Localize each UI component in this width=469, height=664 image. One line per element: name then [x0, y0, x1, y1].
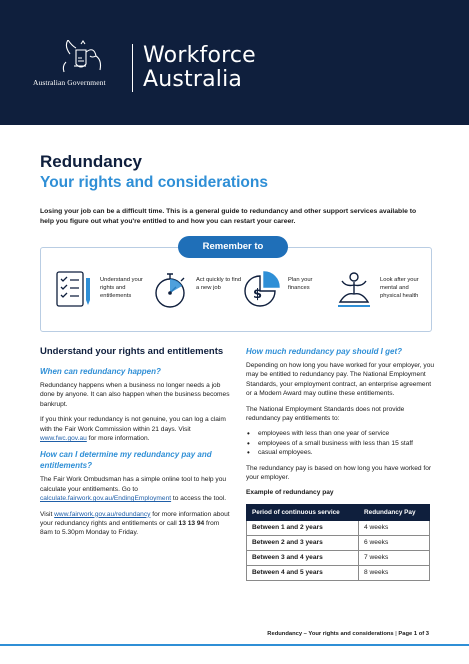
- table-row: [247, 550, 430, 565]
- table-caption: Example of redundancy pay: [246, 489, 334, 497]
- brand-line-1: Workforce: [143, 43, 256, 68]
- column-header-pay: Redundancy Pay: [359, 504, 430, 520]
- paragraph-fwc-claim: [40, 415, 230, 443]
- remember-text-job: Act quickly to find a new job: [196, 277, 242, 291]
- table-cell-period: Between 4 and 5 years: [247, 565, 359, 580]
- remember-item-finances: [240, 268, 334, 312]
- remember-text-finances: Plan your finances: [288, 277, 313, 291]
- table-cell-period: Between 3 and 4 years: [247, 550, 359, 565]
- footer-doc-title: Redundancy – Your rights and considerations: [267, 631, 394, 637]
- checklist-icon: [52, 268, 96, 312]
- paragraph-pay-basis: The redundancy pay is based on how long you have worked for your employer.: [246, 464, 432, 482]
- header-banner: [0, 0, 469, 125]
- exclusions-list: [246, 429, 436, 457]
- text-contact-mid: for more information about your redundancy rights and entitlements or call: [40, 510, 230, 528]
- table-cell-pay: 6 weeks: [359, 535, 430, 550]
- table-cell-period: Between 1 and 2 years: [247, 520, 359, 535]
- pie-chart-dollar-icon: [240, 268, 284, 312]
- fwc-link[interactable]: www.fwc.gov.au: [40, 435, 87, 443]
- remember-item-health: [332, 268, 426, 312]
- table-cell-pay: 4 weeks: [359, 520, 430, 535]
- paragraph-fairwork-contact: [40, 510, 230, 538]
- table-cell-pay: 7 weeks: [359, 550, 430, 565]
- text-fwc-pre: If you think your redundancy is not genuine, you can log a claim with the Fair Work Commission within 21 days. Visit: [40, 416, 226, 433]
- page-footer: Redundancy – Your rights and considerations | Page 1 of 3: [267, 631, 429, 637]
- header-divider: [132, 44, 133, 92]
- stopwatch-icon: [148, 268, 192, 312]
- question-determine-pay: How can I determine my redundancy pay and entitlements?: [40, 450, 212, 471]
- intro-paragraph: Losing your job can be a difficult time. This is a general guide to redundancy and other support services available to help you figure out what you're entitled to and how you can restart your career.: [40, 208, 417, 225]
- remember-heading: Remember to: [178, 236, 288, 258]
- government-name: Australian Government: [33, 78, 106, 87]
- fairwork-redundancy-link[interactable]: www.fairwork.gov.au/redundancy: [54, 510, 151, 518]
- calculator-link[interactable]: calculate.fairwork.gov.au/EndingEmployment: [40, 495, 172, 503]
- paragraph-nes-exclusions: The National Employment Standards does not provide redundancy pay entitlements to:: [246, 405, 405, 423]
- phone-number: 13 13 94: [178, 520, 205, 528]
- meditation-icon: [332, 268, 376, 312]
- right-column: [246, 346, 436, 581]
- paragraph-entitlements: Depending on how long you have worked for your employer, you may be entitled to redundancy pay. The National Employment Standards, your employment contract, an enterprise agreement or a Modern Award may outline these entitlements.: [246, 362, 435, 398]
- page-title: Redundancy: [40, 152, 143, 171]
- text-fwc-post: for more information.: [86, 435, 150, 443]
- question-when-redundancy: When can redundancy happen?: [40, 367, 161, 376]
- brand-logo: [143, 44, 256, 92]
- text-calc-post: to access the tool.: [171, 495, 227, 503]
- remember-text-rights: Understand your rights and entitlements: [100, 277, 143, 299]
- svg-text:$: $: [253, 287, 263, 302]
- text-contact-post: from 8am to 5.30pm Monday to Friday.: [40, 520, 220, 537]
- text-visit: Visit: [40, 510, 55, 518]
- column-header-period: Period of continuous service: [247, 504, 359, 520]
- list-item: • casual employees.: [246, 448, 436, 457]
- page-subtitle: Your rights and considerations: [40, 174, 268, 191]
- table-cell-period: Between 2 and 3 years: [247, 535, 359, 550]
- table-row: [247, 535, 430, 550]
- remember-text-health: Look after your mental and physical health: [380, 277, 419, 299]
- section-heading-rights: Understand your rights and entitlements: [40, 346, 224, 357]
- list-item: • employees with less than one year of service: [246, 429, 436, 438]
- list-item: • employees of a small business with less than 15 staff: [246, 439, 436, 448]
- table-header-row: [247, 504, 430, 520]
- table-cell-pay: 8 weeks: [359, 565, 430, 580]
- text-calc-pre: The Fair Work Ombudsman has a simple online tool to help you calculate your entitlements. Go to: [40, 476, 227, 493]
- left-column: [40, 346, 230, 544]
- remember-item-rights: [52, 268, 146, 312]
- redundancy-pay-table: [246, 504, 430, 581]
- footer-rule: [0, 644, 469, 646]
- paragraph-calculator: [40, 475, 230, 503]
- footer-page-number: Page 1 of 3: [398, 631, 429, 637]
- question-how-much-pay: How much redundancy pay should I get?: [246, 347, 403, 356]
- remember-item-job: [148, 268, 242, 312]
- paragraph-redundancy-definition: Redundancy happens when a business no longer needs a job done by anyone. It can also happen when the business becomes bankrupt.: [40, 382, 230, 408]
- table-row: [247, 565, 430, 580]
- table-row: [247, 520, 430, 535]
- brand-line-2: Australia: [143, 67, 243, 92]
